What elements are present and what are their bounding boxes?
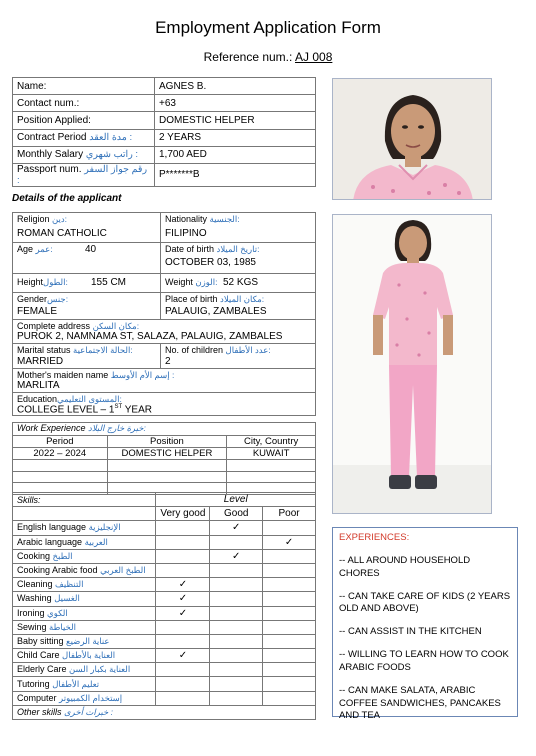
skill-name: Child Care العناية بالأطفال <box>13 649 156 663</box>
details-row-gender <box>13 293 315 320</box>
work-cell <box>107 471 227 483</box>
experience-item: -- CAN ASSIST IN THE KITCHEN <box>339 626 482 638</box>
reference-line <box>0 50 536 64</box>
work-cell: 2022 – 2024 <box>13 448 108 460</box>
skill-name: Cooking Arabic food الطبخ العربي <box>13 563 156 577</box>
skill-row <box>13 563 316 577</box>
skill-name: Cooking الطبخ <box>13 549 156 563</box>
skill-level-cell <box>210 578 263 592</box>
other-skills-row <box>13 705 316 719</box>
skill-row <box>13 549 316 563</box>
address-label: Complete address مكان السكن: <box>17 321 140 331</box>
details-row-age <box>13 243 315 274</box>
level-good: Good <box>210 507 263 521</box>
work-experience-heading: Work Experience خبرة خارج البلاد: <box>12 422 316 435</box>
experience-item: -- CAN TAKE CARE OF KIDS (2 YEARS OLD AND ABOVE) <box>339 590 511 615</box>
skill-level-cell <box>210 677 263 691</box>
basic-info-table <box>12 77 316 187</box>
skill-name: Tutoring تعليم الأطفال <box>13 677 156 691</box>
weight-value: 52 KGS <box>223 277 259 288</box>
full-body-photo <box>332 214 492 514</box>
skill-level-cell <box>156 549 210 563</box>
work-row <box>13 471 316 483</box>
skill-level-cell <box>156 649 210 663</box>
reference-label: Reference num.: <box>203 50 293 64</box>
level-heading: Level <box>156 493 316 507</box>
skill-name: Computer إستخدام الكمبيوتر <box>13 691 156 705</box>
applicant-details <box>12 212 316 416</box>
work-row <box>13 448 316 460</box>
basic-row-passport <box>13 163 316 186</box>
form-title: Employment Application Form <box>155 18 381 37</box>
skill-row <box>13 677 316 691</box>
skill-level-cell <box>156 634 210 648</box>
basic-value: P*******B <box>155 163 316 186</box>
work-cell <box>13 471 108 483</box>
children-label: No. of children عدد الأطفال: <box>165 345 271 355</box>
level-poor: Poor <box>263 507 316 521</box>
checkmark-icon: ✓ <box>178 593 188 605</box>
details-row-marital <box>13 344 315 369</box>
work-cell <box>13 460 108 472</box>
experience-item: -- CAN MAKE SALATA, ARABIC COFFEE SANDWICHES, PANCAKES AND TEA <box>339 684 501 722</box>
skill-row <box>13 649 316 663</box>
basic-value: +63 <box>155 95 316 112</box>
skill-level-cell <box>210 592 263 606</box>
basic-value: DOMESTIC HELPER <box>155 112 316 129</box>
skill-level-cell <box>263 634 316 648</box>
skill-level-cell <box>156 620 210 634</box>
work-col-header: Position <box>107 436 227 448</box>
work-header-row <box>13 436 316 448</box>
children-value: 2 <box>165 356 171 367</box>
skill-row <box>13 535 316 549</box>
skills-blank-cell <box>13 507 156 521</box>
age-label: Age عمر: <box>17 244 53 254</box>
dob-label: Date of birth تاريخ الميلاد: <box>165 244 260 254</box>
skill-level-cell <box>263 592 316 606</box>
height-value: 155 CM <box>91 277 127 288</box>
skill-level-cell <box>210 634 263 648</box>
marital-value: MARRIED <box>17 356 64 367</box>
experience-item: -- ALL AROUND HOUSEHOLD CHORES <box>339 555 471 579</box>
work-col-header: Period <box>13 436 108 448</box>
skill-row <box>13 691 316 705</box>
skill-level-cell <box>156 592 210 606</box>
skill-level-cell <box>210 563 263 577</box>
address-value: PUROK 2, NAMNAMA ST, SALAZA, PALAUIG, ZAMBALES <box>17 331 283 342</box>
pob-value: PALAUIG, ZAMBALES <box>165 306 267 317</box>
religion-label: Religion دين: <box>17 214 68 224</box>
details-heading: Details of the applicant <box>12 193 122 204</box>
skill-row <box>13 606 316 620</box>
skill-level-cell <box>263 606 316 620</box>
skill-level-cell <box>156 535 210 549</box>
checkmark-icon: ✓ <box>284 536 294 548</box>
maiden-value: MARLITA <box>17 380 60 391</box>
details-row-education <box>13 393 315 417</box>
skill-level-cell <box>156 578 210 592</box>
basic-value: AGNES B. <box>155 78 316 95</box>
work-row <box>13 460 316 472</box>
skill-level-cell <box>210 649 263 663</box>
skill-name: Sewing الخياطة <box>13 620 156 634</box>
religion-value: ROMAN CATHOLIC <box>17 228 107 239</box>
gender-label: Genderجنس: <box>17 294 69 304</box>
education-label: Educationالمستوى التعليمي: <box>17 394 122 404</box>
level-very-good: Very good <box>156 507 210 521</box>
work-cell <box>227 471 316 483</box>
basic-label: Name: <box>13 78 155 95</box>
skills-table <box>12 492 316 720</box>
checkmark-icon: ✓ <box>232 522 241 534</box>
experience-item: -- WILLING TO LEARN HOW TO COOK ARABIC FOODS <box>339 649 509 673</box>
gender-value: FEMALE <box>17 306 58 317</box>
skill-level-cell <box>263 549 316 563</box>
skill-level-cell <box>156 563 210 577</box>
skills-header-row <box>13 493 316 507</box>
height-label: Heightالطول: <box>17 277 68 287</box>
skill-name: Washing الغسيل <box>13 592 156 606</box>
other-skills-label: Other skills خبرات أخرى : <box>13 705 316 719</box>
skill-name: Ironing الكوي <box>13 606 156 620</box>
skill-level-cell <box>156 521 210 535</box>
experiences-title: EXPERIENCES: <box>339 532 410 543</box>
work-cell <box>107 460 227 472</box>
skill-level-cell <box>210 521 263 535</box>
nationality-label: Nationality الجنسية: <box>165 214 240 224</box>
basic-label: Passport num. رقم جواز السفر : <box>13 163 155 186</box>
skill-level-cell <box>210 663 263 677</box>
skill-row <box>13 634 316 648</box>
basic-row-position <box>13 112 316 129</box>
basic-row-name <box>13 78 316 95</box>
skill-name: Arabic language العربية <box>13 535 156 549</box>
skill-level-cell <box>263 578 316 592</box>
basic-value: 1,700 AED <box>155 146 316 163</box>
skill-level-cell <box>156 663 210 677</box>
details-row-maiden <box>13 369 315 393</box>
skill-level-cell <box>156 691 210 705</box>
basic-row-contact <box>13 95 316 112</box>
skill-level-cell <box>156 677 210 691</box>
skill-level-cell <box>210 691 263 705</box>
work-experience-table <box>12 435 316 495</box>
basic-row-contract <box>13 129 316 146</box>
details-row-address <box>13 320 315 344</box>
skill-level-cell <box>263 535 316 549</box>
checkmark-icon: ✓ <box>232 550 241 562</box>
skill-level-cell <box>263 663 316 677</box>
weight-label: Weight الوزن: <box>165 277 218 287</box>
reference-value: AJ 008 <box>295 50 333 64</box>
basic-value: 2 YEARS <box>155 129 316 146</box>
nationality-value: FILIPINO <box>165 228 207 239</box>
checkmark-icon: ✓ <box>178 650 188 662</box>
dob-value: OCTOBER 03, 1985 <box>165 257 256 268</box>
skill-level-cell <box>210 606 263 620</box>
pob-label: Place of birth مكان الميلاد: <box>165 294 265 304</box>
skill-name: Cleaning التنظيف <box>13 578 156 592</box>
work-col-header: City, Country <box>227 436 316 448</box>
marital-label: Marital status الحالة الاجتماعية: <box>17 345 133 355</box>
experiences-box <box>332 527 518 722</box>
checkmark-icon: ✓ <box>178 579 188 591</box>
skill-level-cell <box>210 549 263 563</box>
details-row-religion <box>13 213 315 243</box>
skill-level-cell <box>210 620 263 634</box>
skill-level-cell <box>263 620 316 634</box>
skill-level-cell <box>156 606 210 620</box>
skills-heading: Skills: <box>13 493 156 507</box>
basic-label: Monthly Salary راتب شهري : <box>13 146 155 163</box>
skills-levels-row <box>13 507 316 521</box>
skill-row <box>13 521 316 535</box>
skill-level-cell <box>263 677 316 691</box>
skill-level-cell <box>263 521 316 535</box>
basic-label: Position Applied: <box>13 112 155 129</box>
work-cell <box>227 460 316 472</box>
details-row-height <box>13 274 315 293</box>
skill-name: Baby sitting عناية الرضيع <box>13 634 156 648</box>
checkmark-icon: ✓ <box>178 607 188 619</box>
skill-row <box>13 620 316 634</box>
skill-level-cell <box>210 535 263 549</box>
basic-label: Contact num.: <box>13 95 155 112</box>
skill-level-cell <box>263 649 316 663</box>
basic-label: Contract Period مدة العقد : <box>13 129 155 146</box>
skill-name: Elderly Care العناية بكبار السن <box>13 663 156 677</box>
basic-row-salary <box>13 146 316 163</box>
skill-level-cell <box>263 691 316 705</box>
headshot-photo <box>332 78 492 200</box>
skill-row <box>13 578 316 592</box>
skill-row <box>13 663 316 677</box>
skill-level-cell <box>263 563 316 577</box>
skill-row <box>13 592 316 606</box>
education-value: COLLEGE LEVEL – 1ST YEAR <box>17 404 152 416</box>
age-value: 40 <box>85 244 97 255</box>
maiden-label: Mother's maiden name إسم الأم الأوسط : <box>17 370 175 380</box>
skill-name: English language الإنجليزية <box>13 521 156 535</box>
work-cell: KUWAIT <box>227 448 316 460</box>
work-cell: DOMESTIC HELPER <box>107 448 227 460</box>
